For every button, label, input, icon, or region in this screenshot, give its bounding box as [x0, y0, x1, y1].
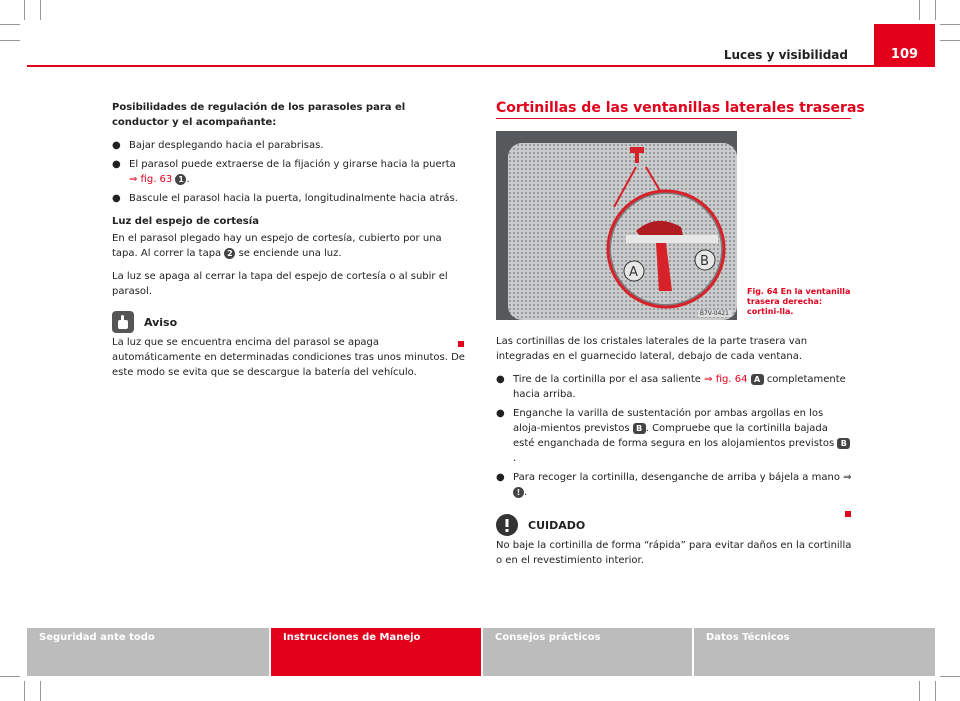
- mirror-heading: Luz del espejo de cortesía: [112, 216, 259, 227]
- mirror-paragraph: [112, 231, 465, 261]
- figure-window-blind: [496, 131, 737, 320]
- section-end-marker: [845, 511, 851, 517]
- left-column: [112, 100, 465, 388]
- note-text: La luz que se encuentra encima del parasol se apaga automáticamente en determinadas condiciones tras unos minutos. De este modo se evita que se descargue la batería del vehículo.: [112, 337, 465, 378]
- crop-mark: [940, 40, 960, 41]
- caution-title: CUIDADO: [528, 518, 586, 532]
- list-item: ● Para recoger la cortinilla, desenganche de arriba y bájela a mano ⇒ ! .: [496, 472, 852, 498]
- crop-mark: [0, 40, 20, 41]
- section-title: Cortinillas de las ventanillas laterales traseras: [496, 100, 865, 116]
- list-item: ● Enganche la varilla de sustentación por ambas argollas en los aloja-mientos previstos B . Compruebe que la cortinilla bajada esté enganchada de forma segura en los alojamientos previstos B.: [496, 406, 852, 466]
- section-rule: [496, 118, 851, 119]
- svg-text:B: B: [700, 254, 709, 269]
- figure-link[interactable]: ⇒ fig. 63: [129, 174, 173, 185]
- caution-header: [496, 514, 852, 536]
- callout-b: B: [837, 438, 850, 449]
- blind-intro: Las cortinillas de los cristales laterales de la parte trasera van integradas en el guarnecido lateral, debajo de cada ventana.: [496, 336, 808, 362]
- footer-tab-label: Consejos prácticos: [495, 632, 601, 643]
- crop-mark: [940, 24, 960, 25]
- page-number: 109: [874, 24, 935, 67]
- footer-tab-label: Datos Técnicos: [706, 632, 790, 643]
- crop-mark: [0, 24, 20, 25]
- list-item-text: Bascule el parasol hacia la puerta, longitudinalmente hacia atrás.: [129, 193, 458, 204]
- crop-mark: [24, 0, 25, 20]
- list-item-text: Bajar desplegando hacia el parabrisas.: [129, 140, 324, 151]
- list-item-text: El parasol puede extraerse de la fijación y girarse hacia la puerta: [129, 159, 456, 170]
- info-hand-icon: [112, 311, 134, 333]
- list-item-text: .: [513, 453, 517, 464]
- crop-mark: [0, 676, 20, 677]
- list-item: ● Tire de la cortinilla por el asa saliente ⇒ fig. 64 A completamente hacia arriba.: [496, 374, 846, 400]
- crop-mark: [919, 681, 920, 701]
- mirror-text: se enciende una luz.: [238, 248, 342, 259]
- footer-tab-label: Instrucciones de Manejo: [283, 632, 421, 643]
- list-item-text: . Compruebe que la cortinilla bajada esté enganchada de forma segura en los alojamientos previstos: [513, 423, 835, 449]
- mirror-paragraph-2: La luz se apaga al cerrar la tapa del espejo de cortesía o al subir el parasol.: [112, 271, 448, 297]
- footer-tab-instrucciones[interactable]: [271, 628, 481, 676]
- crop-mark: [919, 0, 920, 20]
- list-item: ● Bajar desplegando hacia el parabrisas.: [112, 140, 324, 151]
- crop-mark: [935, 0, 936, 20]
- caution-text: No baje la cortinilla de forma “rápida” para evitar daños en la cortinilla o en el revestimiento interior.: [496, 540, 852, 566]
- callout-a: A: [751, 374, 764, 385]
- list-item-text: Enganche la varilla de sustentación por ambas argollas en los aloja-mientos previstos: [513, 408, 824, 434]
- chapter-title: Luces y visibilidad: [723, 48, 848, 62]
- figure-code: B7V-0421: [699, 310, 729, 317]
- list-item-text: Para recoger la cortinilla, desenganche de arriba y bájela a mano ⇒: [513, 472, 852, 483]
- footer-tab-label: Seguridad ante todo: [39, 632, 155, 643]
- crop-mark: [40, 681, 41, 701]
- svg-text:A: A: [629, 265, 638, 280]
- figure-link[interactable]: ⇒ fig. 64: [704, 374, 748, 385]
- crop-mark: [940, 676, 960, 677]
- exclamation-icon: [496, 514, 518, 536]
- figure-caption: Fig. 64 En la ventanilla trasera derecha: cortini-lla.: [747, 287, 851, 316]
- list-item: ● El parasol puede extraerse de la fijación y girarse hacia la puerta ⇒ fig. 63 1 .: [112, 159, 456, 185]
- callout-1: 1: [175, 174, 186, 185]
- footer-tab-datos[interactable]: [694, 628, 935, 676]
- note-header: [112, 311, 465, 333]
- header-rule: [27, 65, 935, 67]
- list-item-text: completamente hacia arriba.: [513, 374, 846, 400]
- crop-mark: [935, 681, 936, 701]
- footer-tab-consejos[interactable]: [483, 628, 692, 676]
- warning-ref-icon[interactable]: !: [513, 487, 524, 498]
- mirror-text: En el parasol plegado hay un espejo de cortesía, cubierto por una tapa. Al correr la tapa: [112, 233, 442, 259]
- right-column: [496, 334, 852, 576]
- note-title: Aviso: [144, 315, 178, 329]
- crop-mark: [24, 681, 25, 701]
- list-item-text: Tire de la cortinilla por el asa saliente: [513, 374, 701, 385]
- list-item: ● Bascule el parasol hacia la puerta, longitudinalmente hacia atrás.: [112, 193, 458, 204]
- intro-heading: Posibilidades de regulación de los parasoles para el conductor y el acompañante:: [112, 102, 406, 128]
- section-end-marker: [458, 341, 464, 347]
- callout-b: B: [633, 423, 646, 434]
- crop-mark: [40, 0, 41, 20]
- callout-2: 2: [224, 248, 235, 259]
- footer-tab-seguridad[interactable]: [27, 628, 269, 676]
